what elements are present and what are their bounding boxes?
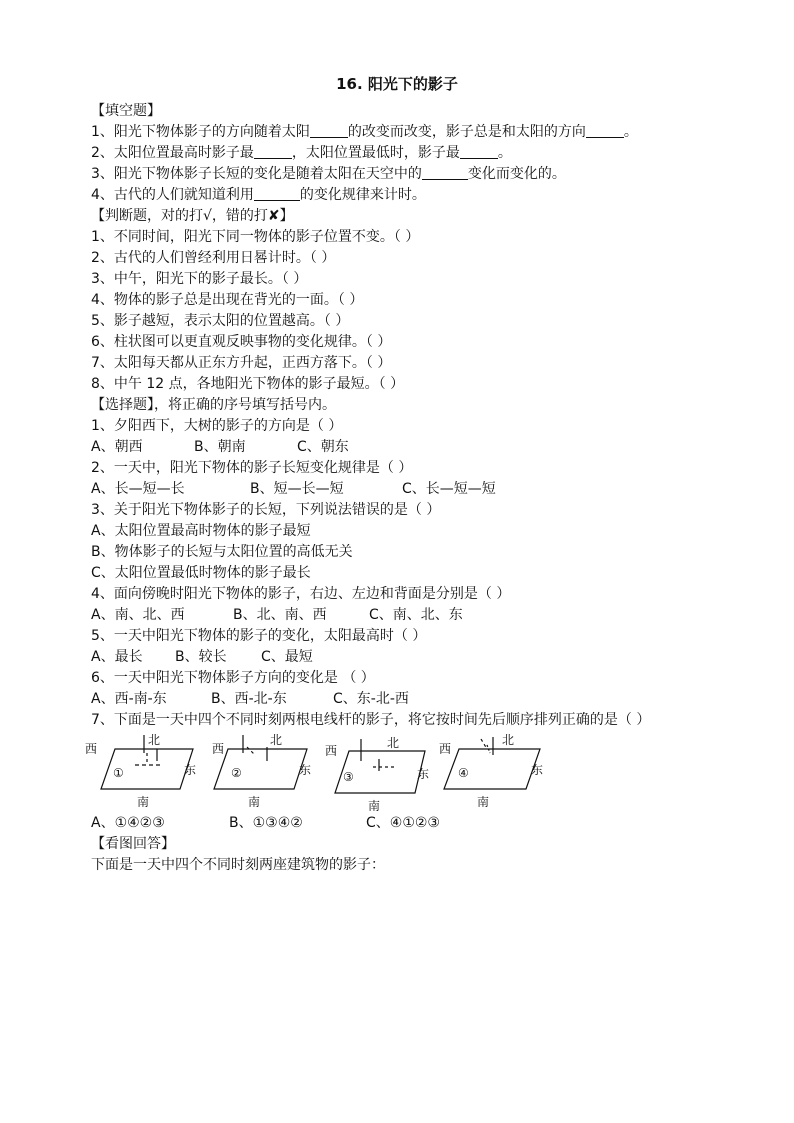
choice-options-7 (91, 813, 771, 834)
south-label: 南 (368, 799, 381, 813)
choice-options-2 (91, 479, 771, 500)
choice-question-5: 5、一天中阳光下物体的影子的变化，太阳最高时（ ） (91, 628, 427, 644)
option-b: B、短—长—短 (250, 481, 344, 497)
judge-item: 3、中午，阳光下的影子最长。（ ） (91, 271, 308, 287)
west-label: 西 (212, 742, 225, 756)
judge-item: 6、柱状图可以更直观反映事物的变化规律。（ ） (91, 334, 392, 350)
option-c: C、④①②③ (366, 815, 440, 831)
choice-question-1: 1、夕阳西下，大树的影子的方向是（ ） (91, 418, 343, 434)
east-label: 东 (299, 763, 312, 777)
page-title: 16. 阳光下的影子 (336, 75, 458, 93)
south-label: 南 (248, 795, 261, 809)
west-label: 西 (85, 742, 98, 756)
shadow-diagrams-figure (85, 731, 565, 813)
picture-section-header: 【看图回答】 (91, 836, 175, 852)
choice-section-header: 【选择题】，将正确的序号填写括号内。 (91, 397, 336, 413)
choice-options-4 (91, 605, 771, 626)
worksheet-content (85, 101, 771, 876)
option-a: A、太阳位置最高时物体的影子最短 (91, 523, 311, 539)
option-c: C、东-北-西 (333, 691, 409, 707)
option-b: B、西-北-东 (211, 691, 287, 707)
judge-item: 8、中午 12 点，各地阳光下物体的影子最短。（ ） (91, 376, 405, 392)
answer-blank[interactable] (310, 123, 348, 138)
fill-question-4: 4、古代的人们就知道利用 的变化规律来计时。 (91, 187, 426, 203)
diagram-number: ④ (458, 766, 469, 780)
east-label: 东 (531, 763, 544, 777)
choice-question-4: 4、面向傍晚时阳光下物体的影子，右边、左边和背面是分别是（ ） (91, 586, 511, 602)
south-label: 南 (477, 795, 490, 809)
south-label: 南 (137, 795, 150, 809)
east-label: 东 (417, 767, 430, 781)
answer-blank[interactable] (586, 123, 624, 138)
option-a: A、朝西 (91, 439, 143, 455)
fill-question-1: 1、阳光下物体影子的方向随着太阳 的改变而改变，影子总是和太阳的方向 。 (91, 124, 638, 140)
shadow-diagram-2 (212, 733, 311, 809)
shadow-diagram-4 (439, 733, 543, 809)
diagram-number: ② (231, 766, 242, 780)
fill-section-header: 【填空题】 (91, 103, 161, 119)
option-c: C、太阳位置最低时物体的影子最长 (91, 565, 311, 581)
option-a: A、最长 (91, 649, 143, 665)
north-label: 北 (148, 733, 161, 747)
answer-blank[interactable] (422, 165, 468, 180)
judge-item: 2、古代的人们曾经利用日晷计时。（ ） (91, 250, 336, 266)
answer-blank[interactable] (460, 144, 498, 159)
west-label: 西 (439, 742, 452, 756)
judge-section-header: 【判断题，对的打√，错的打✘】 (91, 208, 294, 224)
option-a: A、西-南-东 (91, 691, 167, 707)
option-a: A、南、北、西 (91, 607, 185, 623)
judge-item: 7、太阳每天都从正东方升起，正西方落下。（ ） (91, 355, 392, 371)
east-label: 东 (184, 763, 197, 777)
shadow-diagram-1 (85, 733, 196, 809)
north-label: 北 (270, 733, 283, 747)
diagram-number: ① (113, 766, 124, 780)
option-c: C、最短 (261, 649, 313, 665)
shadow-diagram-3 (325, 736, 429, 813)
north-label: 北 (387, 736, 400, 750)
judge-item: 4、物体的影子总是出现在背光的一面。（ ） (91, 292, 364, 308)
option-a: A、①④②③ (91, 815, 165, 831)
option-c: C、长—短—短 (402, 481, 496, 497)
option-b: B、①③④② (229, 815, 303, 831)
north-label: 北 (502, 733, 515, 747)
option-c: C、南、北、东 (369, 607, 463, 623)
option-c: C、朝东 (297, 439, 349, 455)
choice-options-1 (91, 437, 771, 458)
shadow-diagrams (85, 731, 771, 813)
choice-question-6: 6、一天中阳光下物体影子方向的变化是 （ ） (91, 670, 375, 686)
answer-blank[interactable] (254, 144, 292, 159)
option-b: B、北、南、西 (233, 607, 327, 623)
option-a: A、长—短—长 (91, 481, 185, 497)
option-b: B、较长 (175, 649, 227, 665)
judge-item: 5、影子越短，表示太阳的位置越高。（ ） (91, 313, 350, 329)
choice-options-5 (91, 647, 771, 668)
answer-blank[interactable] (254, 186, 300, 201)
option-b: B、物体影子的长短与太阳位置的高低无关 (91, 544, 353, 560)
fill-question-3: 3、阳光下物体影子长短的变化是随着太阳在天空中的 变化而变化的。 (91, 166, 566, 182)
fill-question-2: 2、太阳位置最高时影子最 ，太阳位置最低时，影子最 。 (91, 145, 512, 161)
west-label: 西 (325, 744, 338, 758)
choice-question-7: 7、下面是一天中四个不同时刻两根电线杆的影子，将它按时间先后顺序排列正确的是（ ） (91, 712, 651, 728)
judge-item: 1、不同时间，阳光下同一物体的影子位置不变。（ ） (91, 229, 420, 245)
option-b: B、朝南 (194, 439, 246, 455)
choice-question-3: 3、关于阳光下物体影子的长短，下列说法错误的是（ ） (91, 502, 441, 518)
picture-intro: 下面是一天中四个不同时刻两座建筑物的影子： (91, 857, 385, 873)
choice-question-2: 2、一天中，阳光下物体的影子长短变化规律是（ ） (91, 460, 413, 476)
choice-options-6 (91, 689, 771, 710)
diagram-number: ③ (343, 770, 354, 784)
